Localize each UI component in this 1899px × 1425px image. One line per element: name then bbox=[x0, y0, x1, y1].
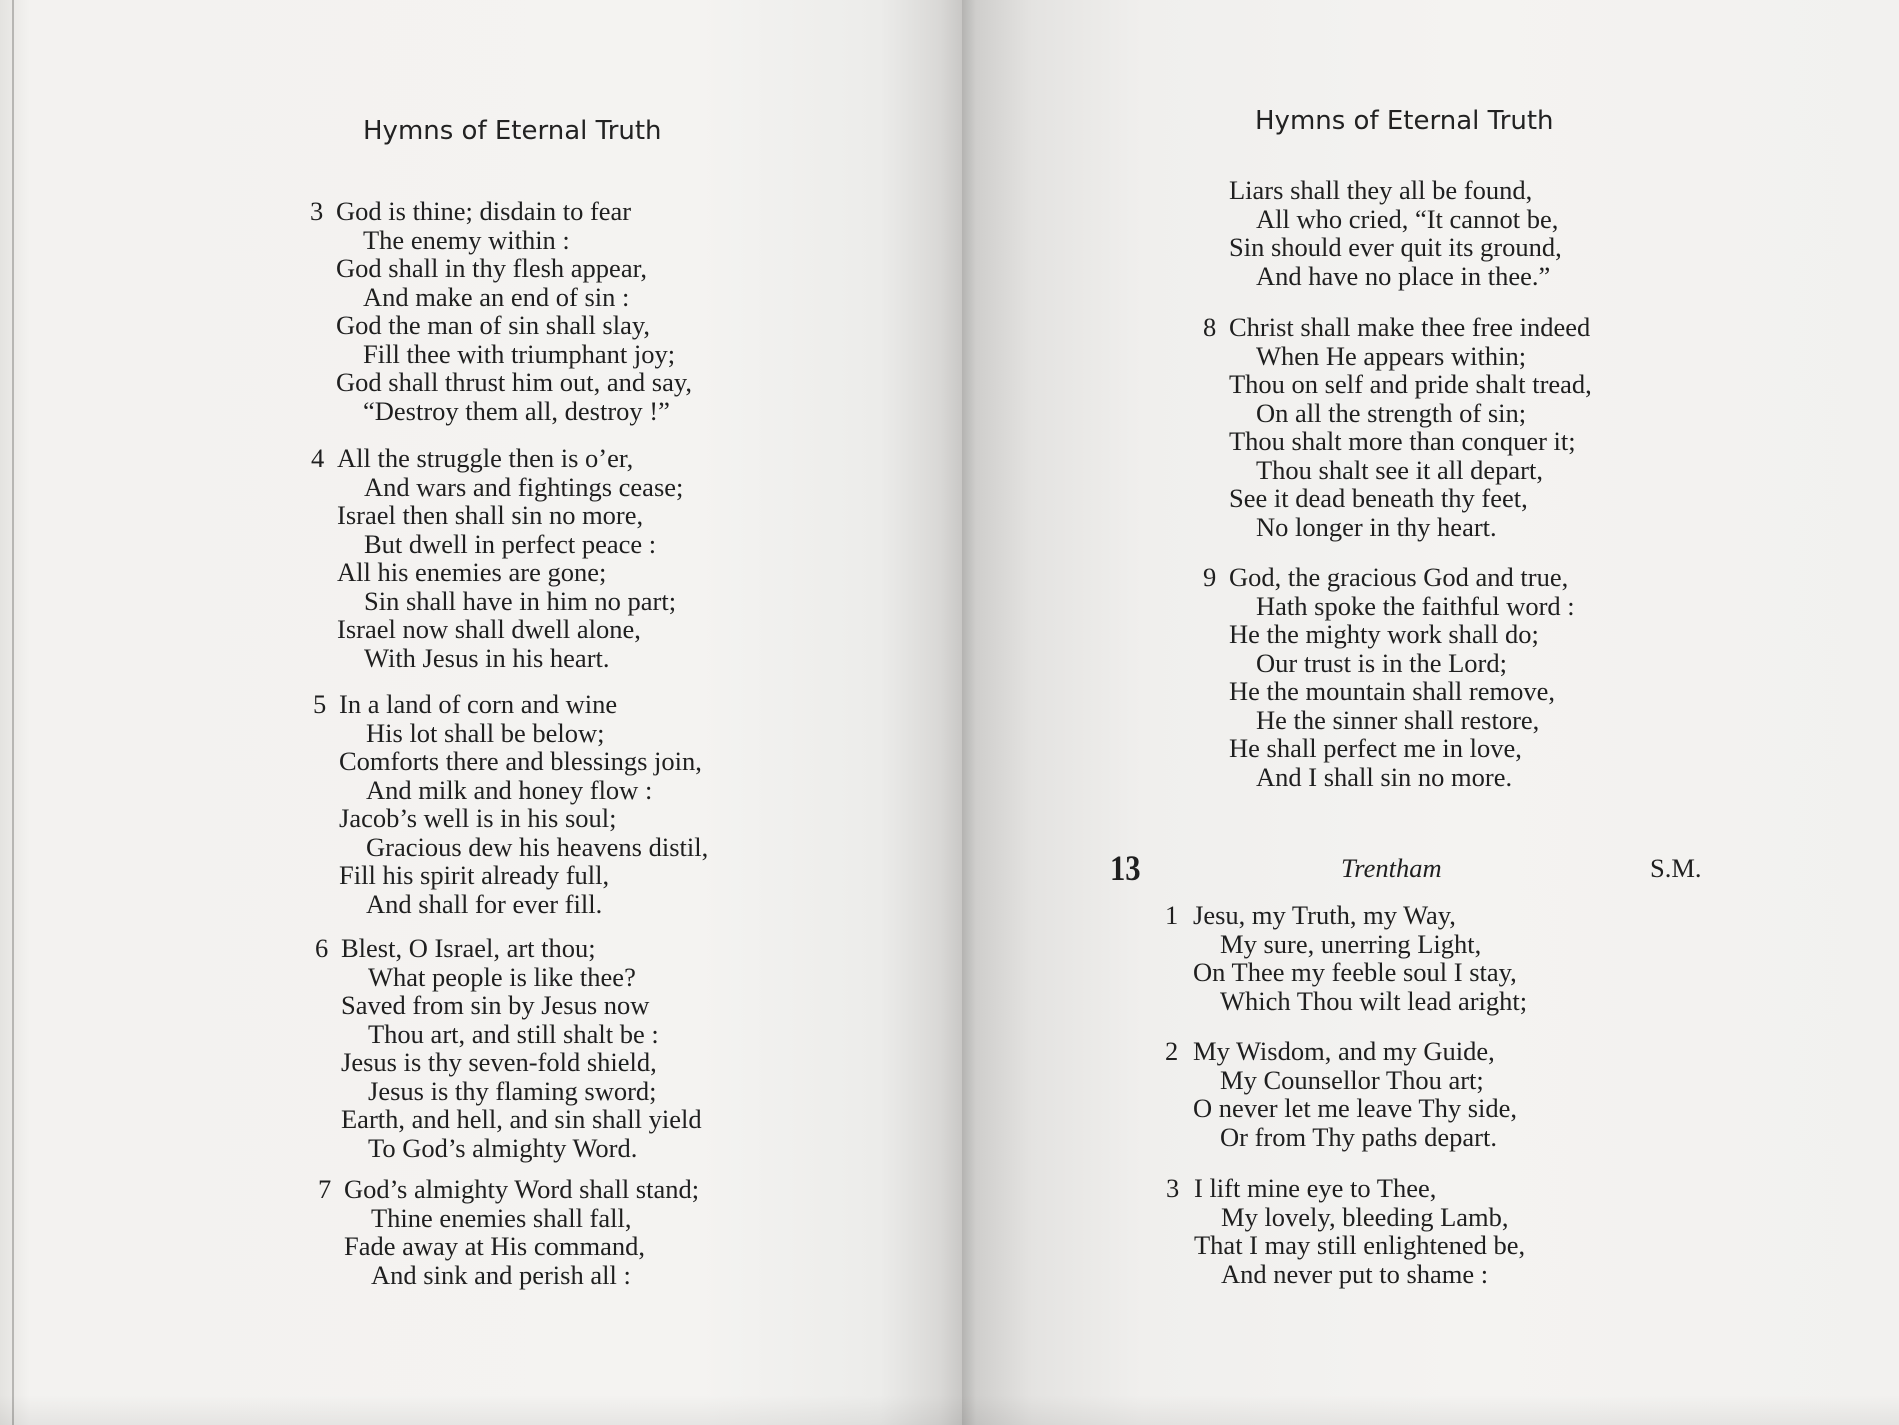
verse-5-left bbox=[313, 690, 708, 918]
verse-line: On Thee my feeble soul I stay, bbox=[1193, 957, 1517, 987]
verse-line: Which Thou wilt lead aright; bbox=[1220, 985, 1528, 1016]
verse-line: God the man of sin shall slay, bbox=[336, 310, 651, 340]
verse-line: And I shall sin no more. bbox=[1256, 761, 1513, 792]
verse-line: What people is like thee? bbox=[368, 961, 636, 992]
verse-line: My lovely, bleeding Lamb, bbox=[1221, 1201, 1509, 1232]
verse-line: My Wisdom, and my Guide, bbox=[1193, 1036, 1495, 1066]
verse-line: Thou on self and pride shalt tread, bbox=[1229, 369, 1592, 399]
verse-line: Blest, O Israel, art thou; bbox=[341, 933, 596, 963]
verse-number: 4 bbox=[311, 443, 325, 473]
verse-line: When He appears within; bbox=[1256, 340, 1527, 371]
verse-7-continued bbox=[1203, 176, 1562, 290]
verse-line: All the struggle then is o’er, bbox=[337, 443, 634, 473]
verse-line: To God’s almighty Word. bbox=[368, 1132, 638, 1163]
verse-line: Fill thee with triumphant joy; bbox=[363, 338, 676, 369]
verse-line: And sink and perish all : bbox=[371, 1259, 631, 1290]
verse-line: Gracious dew his heavens distil, bbox=[366, 831, 709, 862]
verse-4-left bbox=[311, 444, 683, 672]
hymn-number: 13 bbox=[1110, 848, 1141, 888]
verse-line: And milk and honey flow : bbox=[366, 774, 653, 805]
verse-line: With Jesus in his heart. bbox=[364, 642, 610, 673]
verse-line: Thou shalt see it all depart, bbox=[1256, 454, 1543, 485]
verse-line: And wars and fightings cease; bbox=[364, 471, 684, 502]
verse-line: He the mighty work shall do; bbox=[1229, 619, 1539, 649]
verse-line: Thine enemies shall fall, bbox=[371, 1202, 632, 1233]
verse-line: That I may still enlightened be, bbox=[1194, 1230, 1526, 1260]
verse-number: 5 bbox=[313, 689, 327, 719]
verse-line: All his enemies are gone; bbox=[337, 557, 607, 587]
verse-line: Jacob’s well is in his soul; bbox=[339, 803, 617, 833]
verse-line: See it dead beneath thy feet, bbox=[1229, 483, 1528, 513]
left-running-head: Hymns of Eternal Truth bbox=[363, 116, 662, 146]
verse-line: God shall thrust him out, and say, bbox=[336, 367, 693, 397]
verse-line: Thou art, and still shalt be : bbox=[368, 1018, 659, 1049]
hymn-header bbox=[1110, 848, 1710, 888]
verse-line: Christ shall make thee free indeed bbox=[1229, 312, 1591, 342]
verse-line: “Destroy them all, destroy !” bbox=[363, 395, 670, 426]
verse-line: I lift mine eye to Thee, bbox=[1194, 1173, 1437, 1203]
hymn-13-verse-2 bbox=[1165, 1037, 1517, 1151]
verse-line: Saved from sin by Jesus now bbox=[341, 990, 650, 1020]
verse-line: His lot shall be below; bbox=[366, 717, 605, 748]
verse-line: God is thine; disdain to fear bbox=[336, 196, 632, 226]
verse-line: But dwell in perfect peace : bbox=[364, 528, 657, 559]
verse-line: Jesus is thy flaming sword; bbox=[368, 1075, 657, 1106]
verse-number: 6 bbox=[315, 933, 329, 963]
verse-7-left bbox=[318, 1175, 699, 1289]
verse-line: My sure, unerring Light, bbox=[1220, 928, 1482, 959]
right-running-head: Hymns of Eternal Truth bbox=[1255, 106, 1554, 136]
verse-number: 1 bbox=[1165, 900, 1179, 930]
verse-line: Sin shall have in him no part; bbox=[364, 585, 677, 616]
hymn-13-verse-1 bbox=[1165, 901, 1527, 1015]
verse-line: Jesus is thy seven-fold shield, bbox=[341, 1047, 657, 1077]
verse-number: 3 bbox=[1166, 1173, 1180, 1203]
verse-number: 2 bbox=[1165, 1036, 1179, 1066]
verse-line: Jesu, my Truth, my Way, bbox=[1193, 900, 1456, 930]
verse-line: He shall perfect me in love, bbox=[1229, 733, 1522, 763]
verse-line: The enemy within : bbox=[363, 224, 570, 255]
verse-line: He the sinner shall restore, bbox=[1256, 704, 1540, 735]
verse-line: And shall for ever fill. bbox=[366, 888, 603, 919]
verse-line: Israel now shall dwell alone, bbox=[337, 614, 641, 644]
verse-line: Thou shalt more than conquer it; bbox=[1229, 426, 1576, 456]
tune-name: Trentham bbox=[1341, 853, 1442, 883]
verse-number: 9 bbox=[1203, 562, 1217, 592]
verse-8-right bbox=[1203, 313, 1592, 541]
verse-line: Sin should ever quit its ground, bbox=[1229, 232, 1562, 262]
verse-line: O never let me leave Thy side, bbox=[1193, 1093, 1518, 1123]
verse-line: Our trust is in the Lord; bbox=[1256, 647, 1507, 678]
verse-line: Israel then shall sin no more, bbox=[337, 500, 644, 530]
verse-line: In a land of corn and wine bbox=[339, 689, 618, 719]
verse-line: Fill his spirit already full, bbox=[339, 860, 610, 890]
verse-line: My Counsellor Thou art; bbox=[1220, 1064, 1484, 1095]
verse-line: And never put to shame : bbox=[1221, 1258, 1489, 1289]
verse-line: God shall in thy flesh appear, bbox=[336, 253, 647, 283]
verse-line: On all the strength of sin; bbox=[1256, 397, 1527, 428]
verse-line: He the mountain shall remove, bbox=[1229, 676, 1556, 706]
verse-6-left bbox=[315, 934, 702, 1162]
verse-line: Liars shall they all be found, bbox=[1229, 175, 1533, 205]
verse-line: God’s almighty Word shall stand; bbox=[344, 1174, 700, 1204]
verse-line: God, the gracious God and true, bbox=[1229, 562, 1569, 592]
page-edge bbox=[12, 0, 14, 1425]
verse-line: Fade away at His command, bbox=[344, 1231, 645, 1261]
verse-line: And make an end of sin : bbox=[363, 281, 630, 312]
verse-line: Earth, and hell, and sin shall yield bbox=[341, 1104, 702, 1134]
hymn-meter: S.M. bbox=[1650, 853, 1702, 883]
verse-3-left bbox=[310, 197, 692, 425]
verse-number: 8 bbox=[1203, 312, 1217, 342]
page-shadow bbox=[0, 1395, 1899, 1425]
verse-number: 3 bbox=[310, 196, 324, 226]
verse-number: 7 bbox=[318, 1174, 332, 1204]
verse-line: Or from Thy paths depart. bbox=[1220, 1121, 1497, 1152]
hymn-13-verse-3 bbox=[1166, 1174, 1525, 1288]
verse-line: Comforts there and blessings join, bbox=[339, 746, 702, 776]
verse-line: No longer in thy heart. bbox=[1256, 511, 1497, 542]
verse-line: All who cried, “It cannot be, bbox=[1256, 203, 1559, 234]
verse-9-right bbox=[1203, 563, 1575, 791]
verse-line: Hath spoke the faithful word : bbox=[1256, 590, 1575, 621]
verse-line: And have no place in thee.” bbox=[1256, 260, 1551, 291]
